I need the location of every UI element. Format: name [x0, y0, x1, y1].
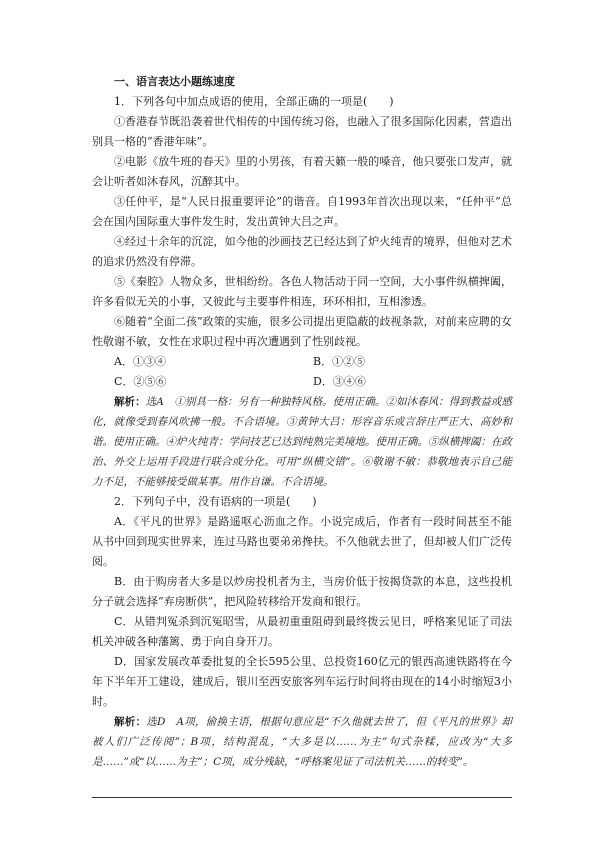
question-2-analysis [92, 712, 512, 772]
question-2-analysis-text: 选D A项，偷换主语，根据句意应是“不久他就去世了，但《平凡的世界》却被人们广泛传阅”；B项，结构混乱，“大多是以……为主”句式杂糅，应改为“大多是……”或“以……为主”；C项，成分残缺，“呼格案见证了司法机关……的转变”。 [92, 716, 513, 768]
question-2-analysis-label: 解析： [114, 716, 147, 728]
question-1-item-5: ⑤《秦腔》人物众多，世相纷纷。各色人物活动于同一空间，大小事件纵横捭阖，许多看似无关的小事，又彼此与主要事件相连，环环相扣，互相渗透。 [92, 275, 512, 308]
question-1-options-row-2 [92, 372, 512, 392]
question-1-item-1: ①香港春节既沿袭着世代相传的中国传统习俗，也融入了很多国际化因素，营造出别具一格的“香港年味”。 [92, 115, 512, 148]
section-title: 一、语言表达小题练速度 [114, 75, 235, 88]
question-2-option-b: B．由于购房者大多是以炒房投机者为主，当房价低于按揭贷款的本息，这些投机分子就会选择“弃房断供”，把风险转移给开发商和银行。 [92, 575, 512, 608]
question-1-item-4: ④经过十余年的沉淀，如今他的沙画技艺已经达到了炉火纯青的境界，但他对艺术的追求仍然没有停滞。 [92, 235, 512, 268]
question-1-option-c: C．②⑤⑥ [114, 375, 167, 388]
question-2-stem: 2．下列句子中，没有语病的一项是( ) [114, 495, 317, 508]
question-1-option-d: D．③④⑥ [313, 375, 366, 388]
question-2-option-d: D．国家发展改革委批复的全长595公里、总投资160亿元的银西高速铁路将在今年下半年开工建设，建成后，银川至西安旅客列车运行时间将由现在的14小时缩短3小时。 [92, 655, 512, 708]
question-1-option-b: B．①②⑤ [313, 355, 366, 368]
footer-divider [92, 797, 512, 798]
document-page [92, 72, 512, 772]
question-1-options-row-1 [92, 352, 512, 372]
question-1-analysis [92, 392, 512, 492]
question-2-option-c: C．从错判冤杀到沉冤昭雪，从最初重重阻碍到最终拨云见日，呼格案见证了司法机关冲破各种藩篱、勇于向自身开刀。 [92, 615, 512, 648]
question-1-stem: 1．下列各句中加点成语的使用，全部正确的一项是( ) [114, 95, 394, 108]
question-1-item-3: ③任仲平，是“人民日报重要评论”的谐音。自1993年首次出现以来，“任仲平”总会在国内国际重大事件发生时，发出黄钟大吕之声。 [92, 195, 512, 228]
question-1-item-2: ②电影《放牛班的春天》里的小男孩，有着天籁一般的嗓音，他只要张口发声，就会让听者如沐春风，沉醉其中。 [92, 155, 512, 188]
question-2-option-a: A．《平凡的世界》是路遥呕心沥血之作。小说完成后，作者有一段时间甚至不能从书中回到现实世界来，连过马路也要弟弟搀扶。不久他就去世了，但却被人们广泛传阅。 [92, 515, 512, 568]
question-1-item-6: ⑥随着“全面二孩”政策的实施，很多公司提出更隐蔽的歧视条款，对前来应聘的女性敬谢不敏，女性在求职过程中再次遭遇到了性别歧视。 [92, 315, 512, 348]
question-1-analysis-text: 选A ①别具一格：另有一种独特风格。使用正确。②如沐春风：得到教益或感化，就像受到春风吹拂一般。不合语境。③黄钟大吕：形容音乐或言辞庄严正大、高妙和谐。使用正确。④炉火纯青：学问技艺已达到纯熟完美境地。使用正确。⑤纵横捭阖：在政治、外交上运用手段进行联合或分化。可用“纵横交错”。⑥敬谢不敏：恭敬地表示自己能力不足，不能够接受做某事。用作自谦。不合语境。 [92, 396, 512, 488]
question-1-analysis-label: 解析： [114, 396, 146, 408]
question-1-option-a: A．①③④ [114, 355, 166, 368]
